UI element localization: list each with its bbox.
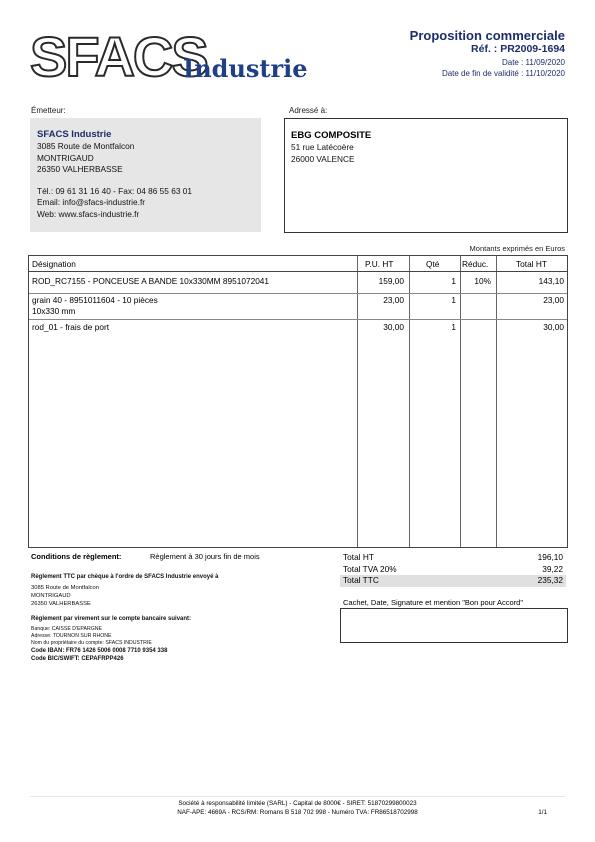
account-owner: Nom du propriétaire du compte: SFACS INDUSTRIE [31, 640, 152, 646]
total-ht-value: 196,10 [537, 552, 563, 562]
header-discount: Réduc. [462, 259, 489, 269]
recipient-box [284, 118, 568, 233]
row-3-total: 30,00 [543, 322, 564, 332]
items-table [28, 255, 568, 548]
row-1-total: 143,10 [538, 276, 564, 286]
bank-name: Banque: CAISSE D'EPARGNE [31, 626, 102, 632]
row-divider [29, 293, 567, 294]
validity-date: Date de fin de validité : 11/10/2020 [441, 69, 565, 78]
total-ttc-label: Total TTC [343, 575, 379, 585]
header-quantity: Qté [426, 259, 440, 269]
column-divider [409, 256, 410, 547]
emitter-box [30, 118, 261, 232]
row-2-unit-price: 23,00 [383, 295, 404, 305]
emitter-address-1: 3085 Route de Montfalcon [37, 141, 135, 151]
row-1-designation: ROD_RC7155 - PONCEUSE A BANDE 10x330MM 8951072041 [32, 276, 270, 286]
iban-code: Code IBAN: FR76 1426 5006 0008 7710 9354 338 [31, 648, 168, 654]
total-ht-label: Total HT [343, 552, 374, 562]
row-1-unit-price: 159,00 [378, 276, 404, 286]
recipient-address-1: 51 rue Latécoère [291, 142, 354, 152]
row-1-quantity: 1 [451, 276, 456, 286]
header-unit-price: P.U. HT [365, 259, 394, 269]
emitter-name: SFACS Industrie [37, 129, 112, 140]
document-reference: Réf. : PR2009-1694 [471, 43, 565, 55]
emitter-address-2: MONTRIGAUD [37, 152, 94, 163]
page-number: 1/1 [538, 809, 547, 816]
column-divider [460, 256, 461, 547]
header-divider [29, 271, 567, 272]
cheque-payment-title: Règlement TTC par chèque à l'ordre de SFACS Industrie envoyé à [31, 574, 219, 580]
recipient-label: Adressé à: [289, 106, 328, 115]
transfer-payment-block [31, 615, 191, 663]
emitter-phone-fax: Tél.: 09 61 31 16 40 - Fax: 04 86 55 63 01 [37, 185, 192, 196]
total-tva-row [340, 564, 566, 576]
total-ttc-value: 235,32 [537, 575, 563, 585]
emitter-address-3: 26350 VALHERBASSE [37, 164, 123, 174]
bic-code: Code BIC/SWIFT: CEPAFRPP426 [31, 656, 124, 662]
recipient-address-2: 26000 VALENCE [291, 153, 355, 164]
document-title: Proposition commerciale [409, 28, 565, 43]
total-ttc-row [340, 575, 566, 587]
column-divider [496, 256, 497, 547]
header-total: Total HT [516, 259, 547, 269]
cheque-address-1: 3085 Route de Montfalcon [31, 585, 100, 591]
footer-divider [30, 796, 565, 797]
emitter-website: Web: www.sfacs-industrie.fr [37, 208, 140, 219]
row-3-quantity: 1 [451, 322, 456, 332]
bank-address: Adresse: TOURNON SUR RHONE [31, 633, 112, 639]
header-designation: Désignation [32, 259, 76, 269]
row-divider [29, 319, 567, 320]
column-divider [357, 256, 358, 547]
logo-brand: SFACS [30, 25, 207, 88]
cheque-address-3: 26350 VALHERBASSE [31, 601, 91, 607]
signature-label: Cachet, Date, Signature et mention "Bon pour Accord" [343, 598, 524, 607]
row-3-unit-price: 30,00 [383, 322, 404, 332]
signature-box[interactable] [340, 608, 568, 643]
row-2-designation-detail: 10x330 mm [32, 305, 76, 316]
currency-note: Montants exprimés en Euros [469, 244, 565, 253]
row-2-total: 23,00 [543, 295, 564, 305]
total-tva-value: 39,22 [542, 563, 563, 574]
total-tva-label: Total TVA 20% [343, 563, 397, 574]
logo-subtitle: Industrie [183, 54, 308, 83]
emitter-email: Email: info@sfacs-industrie.fr [37, 197, 146, 207]
emitter-label: Émetteur: [31, 106, 66, 115]
footer-legal-line-1: Société à responsabilité limitée (SARL) - Capital de 8000€ - SIRET: 51870299800023 [178, 800, 417, 807]
recipient-name: EBG COMPOSITE [291, 130, 372, 141]
totals-block [340, 552, 566, 587]
row-2-designation: grain 40 - 8951011604 - 10 pièces [32, 295, 158, 305]
total-ht-row [340, 552, 566, 564]
row-1-discount: 10% [474, 276, 491, 286]
document-date: Date : 11/09/2020 [501, 58, 565, 67]
cheque-payment-block [31, 573, 218, 608]
payment-conditions-value: Règlement à 30 jours fin de mois [150, 552, 260, 561]
transfer-payment-title: Règlement par virement sur le compte bancaire suivant: [31, 616, 192, 622]
cheque-address-2: MONTRIGAUD [31, 593, 71, 599]
row-3-designation: rod_01 - frais de port [32, 322, 110, 332]
payment-conditions-label: Conditions de règlement: [31, 552, 122, 561]
row-2-quantity: 1 [451, 295, 456, 305]
footer-legal-line-2: NAF-APE: 4669A - RCS/RM: Romans B 518 702 998 - Numéro TVA: FR86518702998 [177, 809, 418, 816]
